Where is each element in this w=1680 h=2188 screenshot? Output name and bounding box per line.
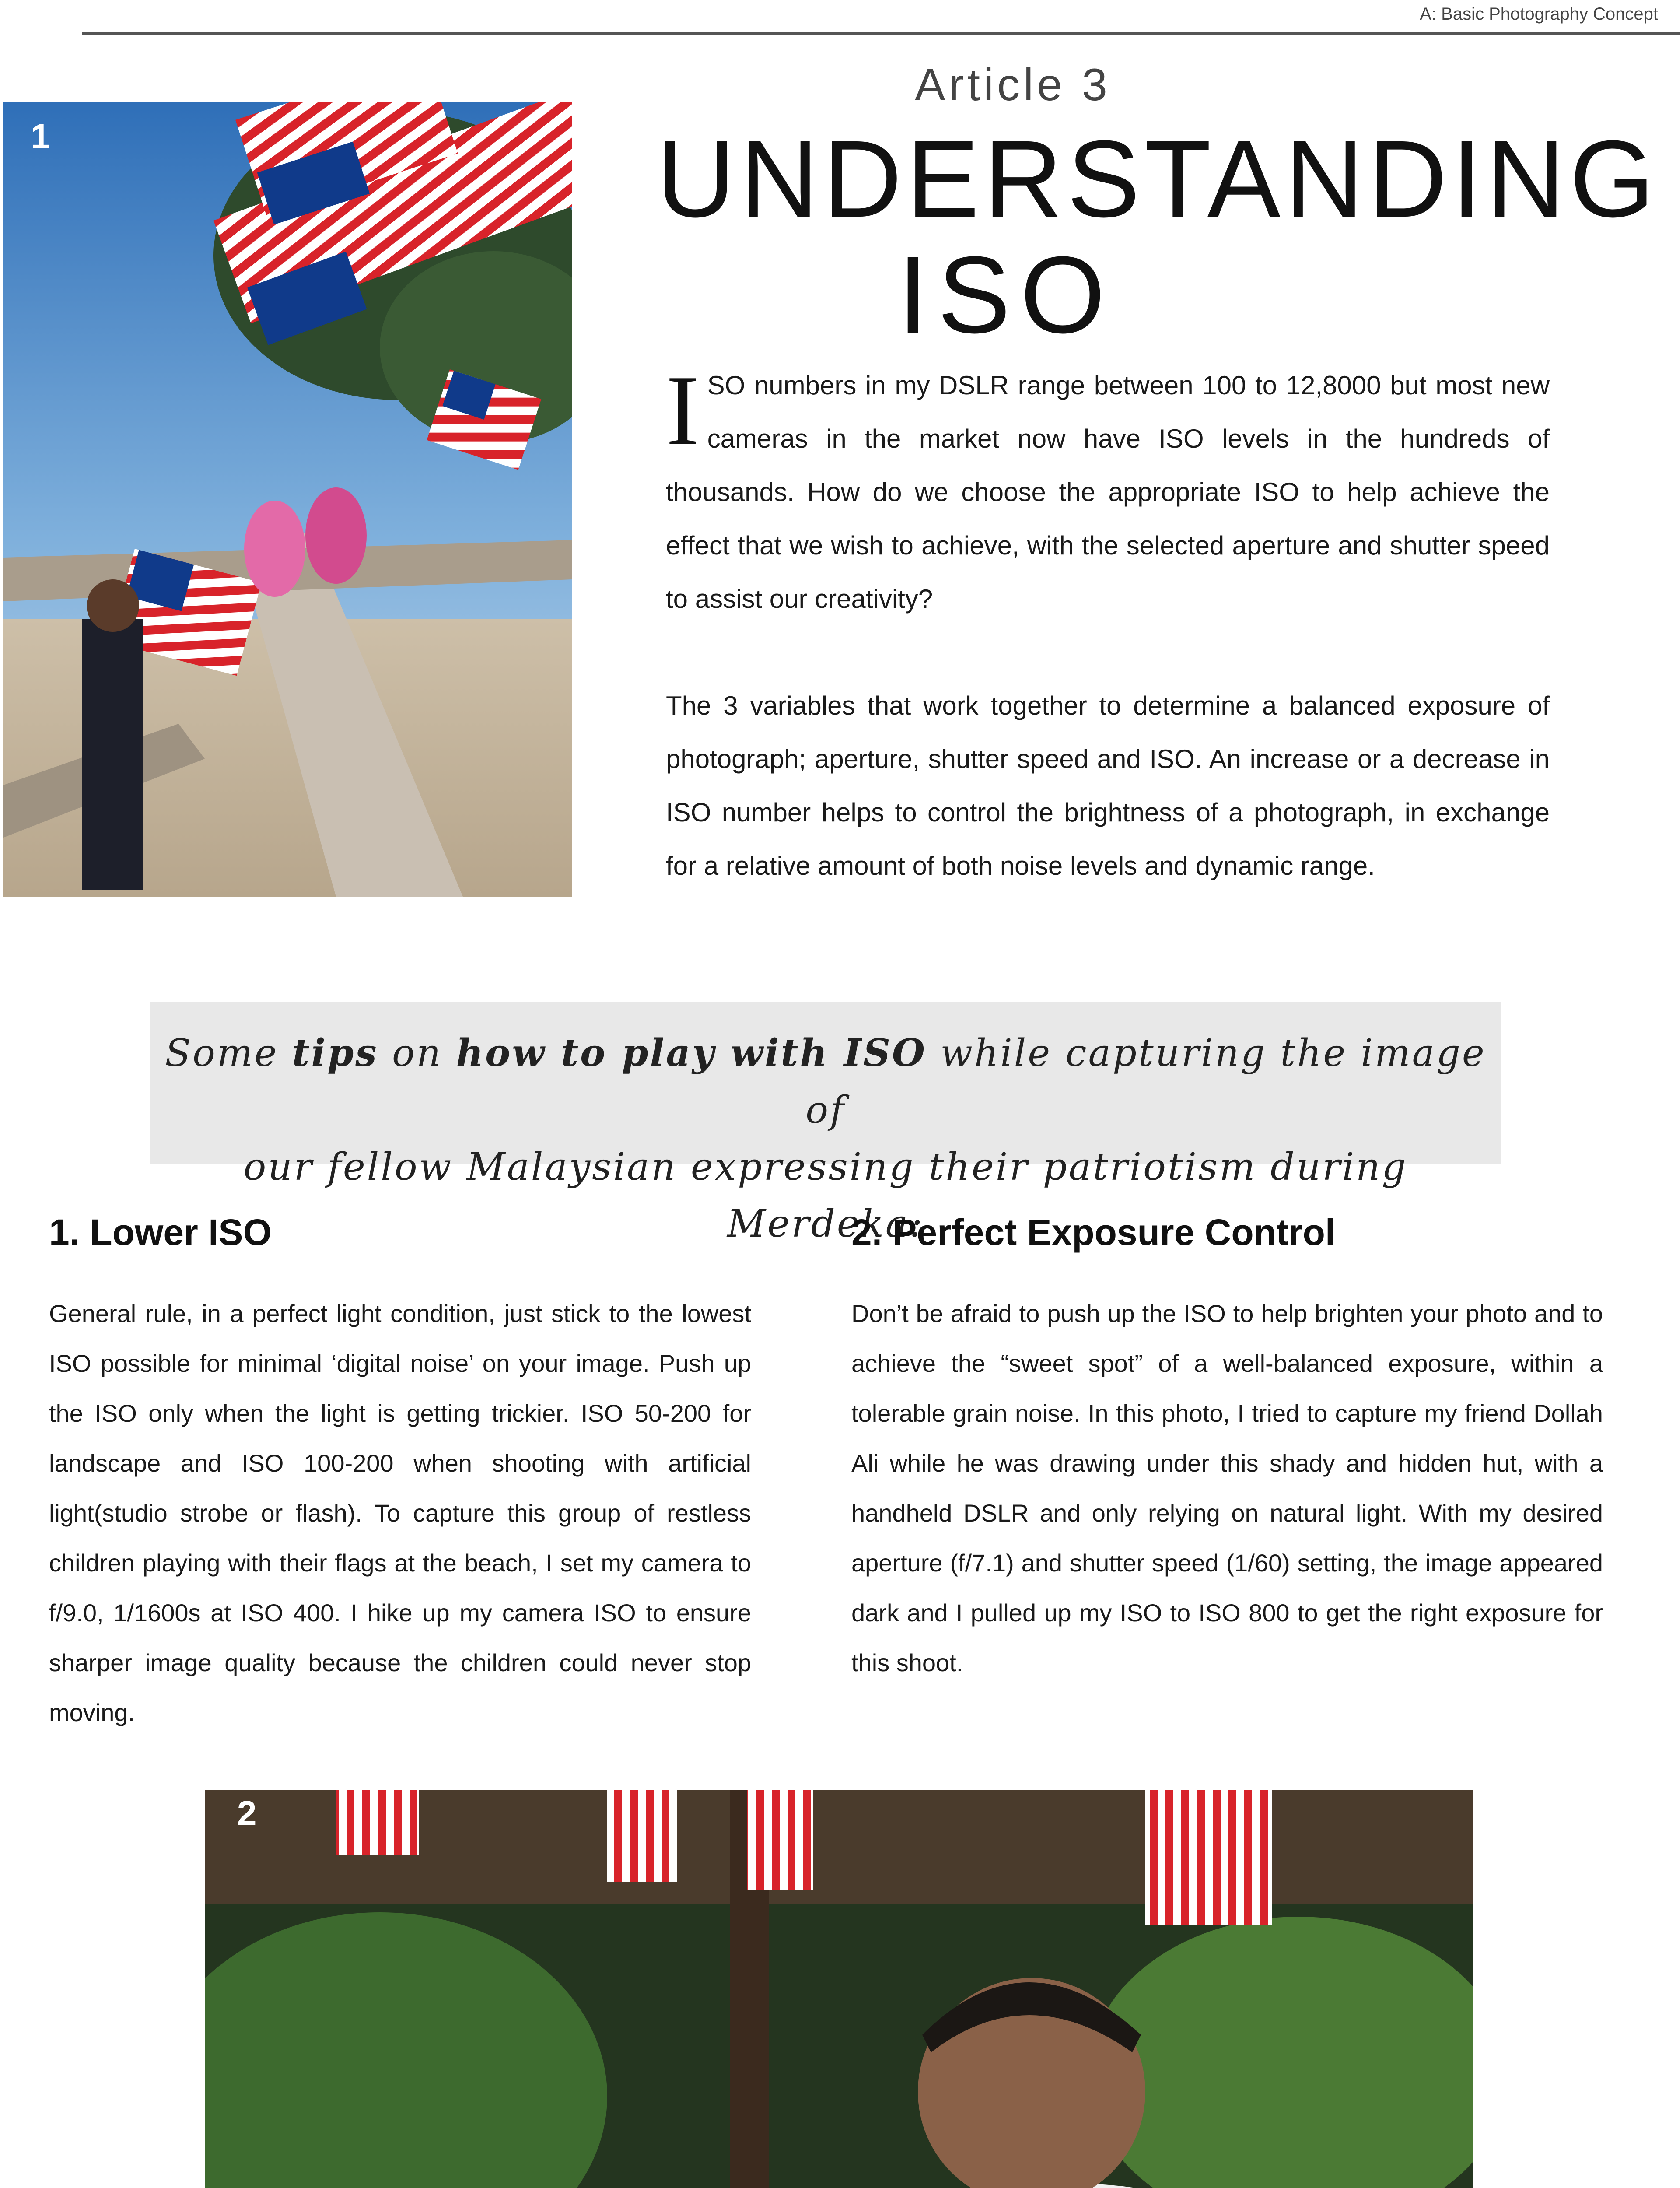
article-title-line-1: UNDERSTANDING bbox=[656, 118, 1659, 240]
photo-man-drawing bbox=[205, 1790, 1474, 2188]
photo-man-drawing-illustration bbox=[205, 1790, 1474, 2188]
drop-cap: I bbox=[666, 354, 700, 466]
photo-children-with-flags bbox=[4, 102, 572, 897]
header-rule bbox=[82, 32, 1680, 35]
section-body-lower-iso: General rule, in a perfect light condition, just stick to the lowest ISO possible for minimal ‘digital noise’ on your image. Push up the ISO only when the light is getting trickier. ISO 50-200 for landscape and ISO 100-200 when shooting with artificial light(studio strobe or flash). To capture this group of restless children playing with their flags at the beach, I set my camera to f/9.0, 1/1600s at ISO 400. I hike up my camera ISO to ensure sharper image quality because the children could never stop moving. bbox=[49, 1300, 751, 1726]
intro-paragraph-1-text: SO numbers in my DSLR range between 100 to 12,8000 but most new cameras in the market now have ISO levels in the hundreds of thousands. How do we choose the appropriate ISO to help achieve the effect that we wish to achieve, with the selected aperture and shutter speed to assist our creativity? bbox=[666, 371, 1550, 614]
article-label: Article 3 bbox=[915, 60, 1111, 110]
tips-text-line-2: our fellow Malaysian expressing their patriotism during Merdeka: bbox=[243, 1145, 1408, 1246]
section-heading-lower-iso: 1. Lower ISO bbox=[49, 1212, 272, 1253]
tips-text-part-2: on bbox=[378, 1031, 456, 1075]
tips-text-part-3: while capturing the image of bbox=[805, 1031, 1486, 1132]
running-header: A: Basic Photography Concept bbox=[1420, 4, 1658, 24]
photo-children-with-flags-illustration bbox=[4, 102, 572, 897]
photo-2-number: 2 bbox=[237, 1794, 257, 1833]
tips-text-part-1: Some bbox=[165, 1031, 292, 1075]
tips-text-bold-1: tips bbox=[292, 1031, 378, 1075]
intro-paragraph-1 bbox=[666, 354, 1550, 626]
intro-paragraph-2: The 3 variables that work together to determine a balanced exposure of photograph; aperture, shutter speed and ISO. An increase or a decrease in ISO number helps to control the brightness of a photograph, in exchange for a relative amount of both noise levels and dynamic range. bbox=[666, 691, 1550, 880]
section-body-perfect-exposure: Don’t be afraid to push up the ISO to help brighten your photo and to achieve the “sweet spot” of a well-balanced exposure, within a tolerable grain noise. In this photo, I tried to capture my friend Dollah Ali while he was drawing under this shady and hidden hut, with a handheld DSLR and only relying on natural light. With my desired aperture (f/7.1) and shutter speed (1/60) setting, the image appeared dark and I pulled up my ISO to ISO 800 to get the right exposure for this shoot. bbox=[851, 1300, 1603, 1676]
photo-1-number: 1 bbox=[31, 117, 50, 156]
article-title-line-2: ISO bbox=[897, 234, 1115, 356]
section-heading-perfect-exposure: 2. Perfect Exposure Control bbox=[851, 1212, 1336, 1253]
tips-text-bold-2: how to play with ISO bbox=[456, 1031, 927, 1075]
